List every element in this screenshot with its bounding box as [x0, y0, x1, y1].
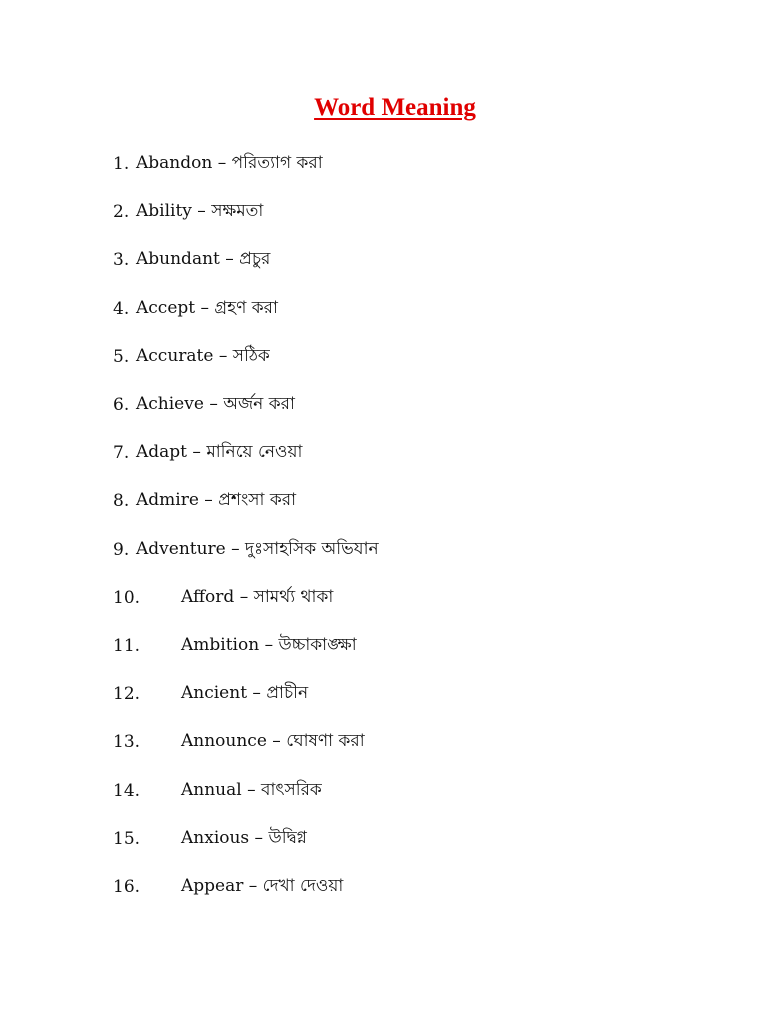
item-text: Abundant – প্রচুর [136, 249, 271, 270]
list-item [113, 429, 379, 477]
item-number: 12. [113, 684, 141, 705]
list-item [113, 381, 379, 429]
item-text: Ambition – উচ্চাকাঙ্ক্ষা [181, 634, 357, 655]
item-number: 13. [113, 732, 141, 753]
word-list [113, 140, 379, 911]
list-item [113, 526, 379, 574]
item-text: Ability – সক্ষমতা [136, 201, 264, 222]
list-item [113, 477, 379, 525]
item-text: Anxious – উদ্বিগ্ন [181, 827, 307, 848]
list-item [113, 333, 379, 381]
list-item [113, 718, 379, 766]
list-item [113, 670, 379, 718]
item-number: 6. [113, 395, 130, 416]
list-item [113, 815, 379, 863]
list-item [113, 766, 379, 814]
item-text: Ancient – প্রাচীন [181, 683, 309, 704]
item-number: 15. [113, 828, 141, 849]
list-item [113, 863, 379, 911]
item-number: 14. [113, 780, 141, 801]
item-number: 16. [113, 876, 141, 897]
item-number: 2. [113, 202, 130, 223]
item-text: Adapt – মানিয়ে নেওয়া [136, 442, 303, 463]
item-number: 10. [113, 587, 141, 608]
item-number: 7. [113, 443, 130, 464]
list-item [113, 140, 379, 188]
item-text: Achieve – অর্জন করা [136, 394, 295, 415]
page-title: Word Meaning [314, 94, 476, 121]
item-text: Accept – গ্রহণ করা [136, 297, 278, 318]
item-text: Announce – ঘোষণা করা [181, 731, 365, 752]
item-text: Abandon – পরিত্যাগ করা [136, 153, 323, 174]
list-item [113, 622, 379, 670]
list-item [113, 285, 379, 333]
list-item [113, 574, 379, 622]
item-number: 1. [113, 154, 130, 175]
item-number: 11. [113, 635, 141, 656]
item-text: Admire – প্রশংসা করা [136, 490, 297, 511]
item-text: Afford – সামর্থ্য থাকা [181, 586, 334, 607]
list-item [113, 236, 379, 284]
item-text: Adventure – দুঃসাহসিক অভিযান [136, 538, 379, 559]
item-number: 5. [113, 346, 130, 367]
item-text: Appear – দেখা দেওয়া [181, 875, 344, 896]
item-number: 8. [113, 491, 130, 512]
item-number: 9. [113, 539, 130, 560]
item-text: Accurate – সঠিক [136, 345, 270, 366]
item-number: 3. [113, 250, 130, 271]
item-text: Annual – বাৎসরিক [181, 779, 322, 800]
item-number: 4. [113, 298, 130, 319]
list-item [113, 188, 379, 236]
